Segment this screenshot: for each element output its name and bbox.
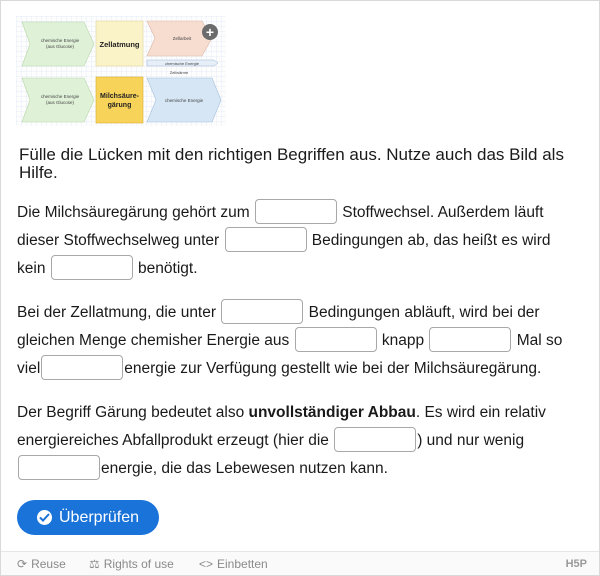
- process-label-2a: Milchsäure-: [100, 93, 139, 100]
- checkmark-icon: [37, 510, 52, 525]
- blank-input-7[interactable]: [41, 355, 123, 380]
- input-label-2b: (aus Glucose): [45, 100, 75, 105]
- text-segment: ) und nur wenig: [417, 432, 525, 449]
- text-segment: energie zur Verfügung gestellt wie bei der Milchsäuregärung.: [124, 360, 542, 377]
- output-label-1a: Zellarbeit: [172, 36, 192, 41]
- rights-of-use-button[interactable]: [89, 552, 174, 576]
- text-segment: Bedingungen abläuft, wird bei der gleichen Menge chemisher Energie aus: [17, 304, 540, 349]
- embed-label: Einbetten: [217, 557, 268, 571]
- h5p-logo[interactable]: H5P: [565, 558, 587, 570]
- blank-input-8[interactable]: [334, 427, 416, 452]
- question-paragraph-3: [17, 399, 583, 483]
- text-segment: energie, die das Lebewesen nutzen kann.: [101, 460, 388, 477]
- process-box-2: [96, 77, 143, 123]
- energy-diagram-image[interactable]: [16, 16, 226, 126]
- blank-input-4[interactable]: [221, 299, 303, 324]
- reuse-icon: ⟳: [17, 557, 28, 571]
- code-icon: <>: [199, 557, 214, 571]
- text-segment: . Es wird ein relativ energiereiches Abfallprodukt erzeugt (hier die: [17, 404, 546, 449]
- text-segment: knapp: [377, 332, 429, 349]
- input-label-1a: chemische Energie: [40, 38, 80, 43]
- text-segment: Bedingungen ab, das heißt es wird kein: [17, 232, 551, 277]
- text-segment: Die Milchsäuregärung gehört zum: [17, 204, 254, 221]
- blank-input-5[interactable]: [295, 327, 377, 352]
- text-segment: Der Begriff Gärung bedeutet also: [17, 404, 249, 421]
- blank-input-1[interactable]: [255, 199, 337, 224]
- task-description: Fülle die Lücken mit den richtigen Begriffen aus. Nutze auch das Bild als Hilfe.: [19, 145, 564, 182]
- text-segment: benötigt.: [133, 260, 198, 277]
- embed-button[interactable]: [199, 552, 268, 576]
- h5p-footer: [1, 551, 599, 575]
- blank-input-6[interactable]: [429, 327, 511, 352]
- bold-term: unvollständiger Abbau: [248, 404, 416, 421]
- text-segment: Stoffwechsel. Außerdem läuft dieser Stoffwechselweg unter: [17, 204, 544, 249]
- check-button[interactable]: [17, 500, 159, 535]
- blank-input-2[interactable]: [225, 227, 307, 252]
- output-label-1c: Zellwärme: [169, 70, 189, 75]
- output-label-1b: chemische Energie: [164, 61, 200, 66]
- question-paragraph-2: [17, 299, 583, 383]
- output-label-2: chemische Energie: [164, 98, 204, 103]
- check-button-label: Überprüfen: [59, 509, 140, 526]
- reuse-label: Reuse: [31, 557, 66, 571]
- blank-input-9[interactable]: [18, 455, 100, 480]
- process-label-2b: gärung: [107, 102, 132, 109]
- expand-image-button[interactable]: +: [202, 24, 218, 40]
- process-label-1: Zellatmung: [99, 40, 140, 49]
- reuse-button[interactable]: [17, 552, 66, 576]
- text-segment: Bei der Zellatmung, die unter: [17, 304, 221, 321]
- energy-diagram: [16, 16, 226, 126]
- rights-label: Rights of use: [103, 557, 174, 571]
- input-label-1b: (aus Glucose): [45, 44, 75, 49]
- input-label-2a: chemische Energie: [40, 94, 80, 99]
- handshake-icon: ⚖: [89, 557, 100, 571]
- question-paragraph-1: [17, 199, 583, 283]
- blank-input-3[interactable]: [51, 255, 133, 280]
- text-segment: Mal so viel: [17, 332, 563, 377]
